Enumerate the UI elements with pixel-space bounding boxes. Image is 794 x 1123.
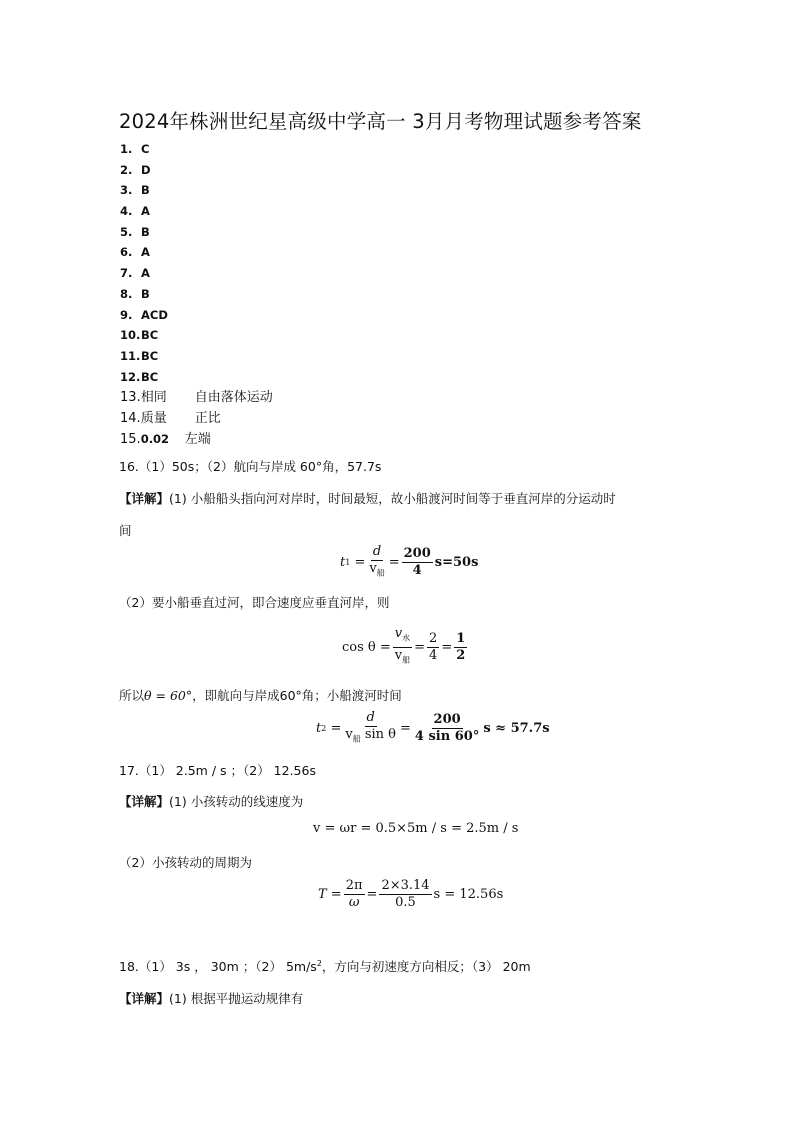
answer-item: 7. A xyxy=(120,266,150,281)
answer-item: 5. B xyxy=(120,224,150,239)
answer-item: 4. A xyxy=(120,204,150,219)
q16-detail-1: 【详解】(1) 小船船头指向河对岸时，时间最短，故小船渡河时间等于垂直河岸的分运动时 xyxy=(119,491,616,506)
answer-item: 6. A xyxy=(120,245,150,260)
answer-item: 15.0.02 左端 xyxy=(120,431,211,447)
q17-equation-1: v = ωr = 0.5×5m / s = 2.5m / s xyxy=(313,821,519,836)
q16-equation-2: cos θ = $\frac{v_水}{v_船}$ = $\frac{2}{4}$ = $\frac{1}{2}$ xyxy=(342,626,466,665)
answer-item: 2. D xyxy=(120,162,151,177)
answer-item: 13.相同 自由落体运动 xyxy=(120,390,273,406)
q16-answer: 16.（1）50s；（2）航向与岸成 60°角，57.7s xyxy=(119,459,382,474)
answer-item: 12.BC xyxy=(120,369,159,384)
page-title: 2024年株洲世纪星高级中学高一 3月月考物理试题参考答案 xyxy=(119,110,642,133)
answer-item: 1. C xyxy=(120,142,150,156)
answer-list xyxy=(120,139,273,449)
detail-tag: 【详解】 xyxy=(119,491,170,506)
answer-item: 14.质量 正比 xyxy=(120,410,221,426)
q17-detail-1: 【详解】(1) 小孩转动的线速度为 xyxy=(119,794,304,809)
q16-detail-2: （2）要小船垂直过河，即合速度应垂直河岸，则 xyxy=(119,595,390,610)
detail-tag: 【详解】 xyxy=(119,991,170,1006)
answer-item: 9. ACD xyxy=(120,307,168,322)
answer-item: 8. B xyxy=(120,286,150,301)
q16-equation-3: t 2 = $\frac{d}{v_船 \sin \theta}$ = $\frac{200}{4 \sin 60^\circ}$ s ≈ 57.7s xyxy=(316,710,550,745)
q16-detail-1b: 间 xyxy=(119,523,132,538)
detail-tag: 【详解】 xyxy=(119,794,170,809)
q18-detail-1: 【详解】(1) 根据平抛运动规律有 xyxy=(119,991,304,1006)
q16-equation-1: t 1 = $\frac{d}{v_船}$ = $\frac{200}{4}$ s=50s xyxy=(340,544,479,579)
q18-answer: 18.（1） 3s ， 30m ；（2） $5m/s^2$，方向与初速度方向相反；（3） 20m xyxy=(119,958,531,974)
q17-answer: 17.（1） 2.5m / s ；（2） 12.56s xyxy=(119,763,316,778)
q17-detail-2: （2）小孩转动的周期为 xyxy=(119,855,252,870)
answer-item: 3. B xyxy=(120,183,150,198)
q16-detail-3: 所以θ = 60°，即航向与岸成60°角；小船渡河时间 xyxy=(119,688,402,703)
q17-equation-2: T = $\frac{2\pi}{\omega}$ = $\frac{2\times 3.14}{0.5}$ s = 12.56s xyxy=(318,878,504,910)
answer-item: 11.BC xyxy=(120,348,159,363)
answer-item: 10.BC xyxy=(120,328,159,343)
